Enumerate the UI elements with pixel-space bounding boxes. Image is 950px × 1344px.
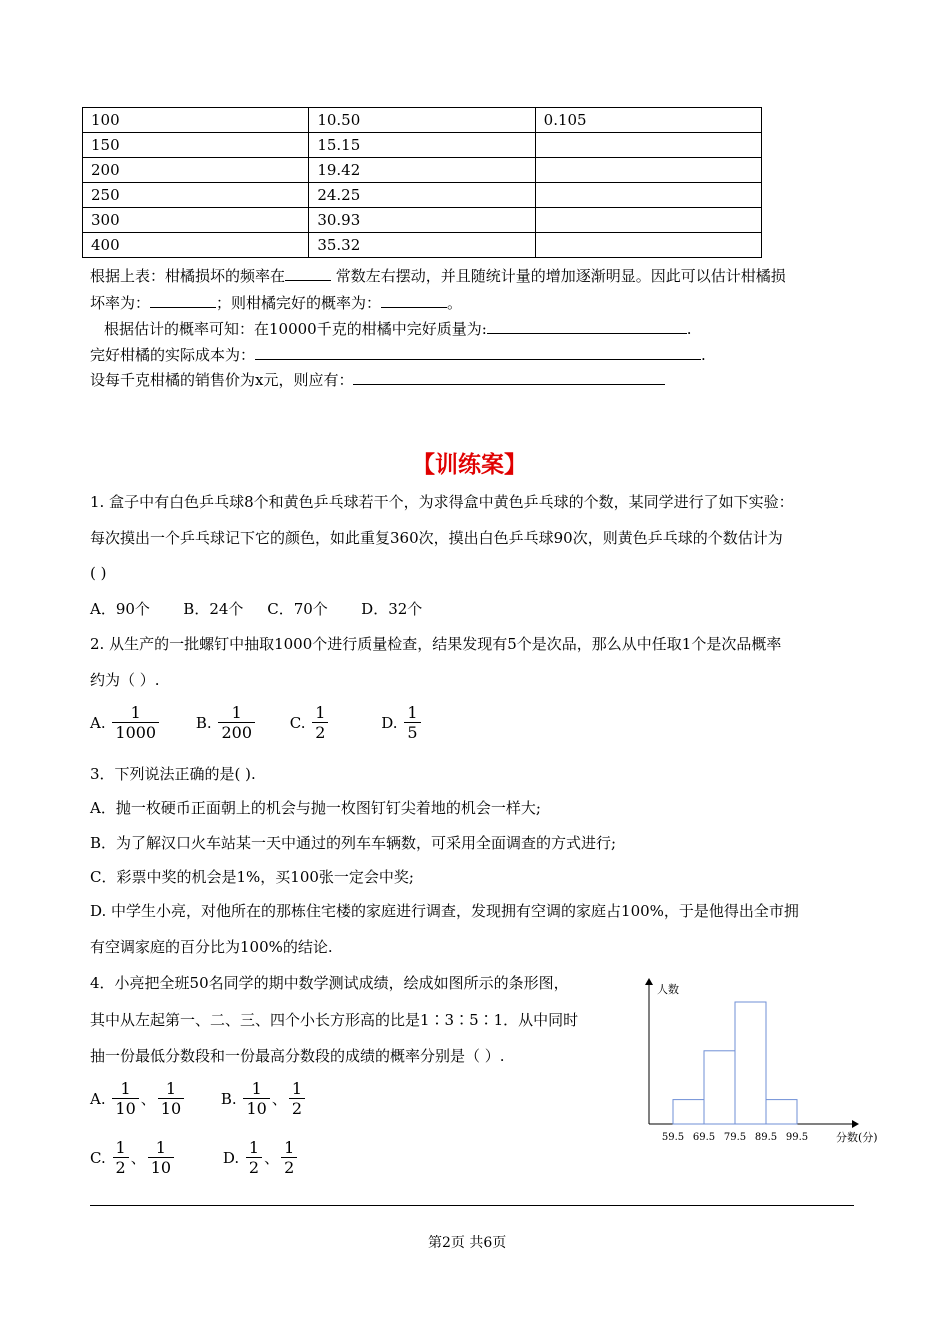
q2-line-1: 2. 从生产的一批螺钉中抽取1000个进行质量检查，结果发现有5个是次品，那么从中任取1个是次品概率 <box>90 635 782 653</box>
table-cell: 35.32 <box>309 233 535 258</box>
table-cell: 10.50 <box>309 108 535 133</box>
table-cell: 150 <box>83 133 309 158</box>
x-tick-label: 89.5 <box>754 1132 778 1143</box>
blank <box>150 293 216 308</box>
q3-option-d-line-1: D. 中学生小亮，对他所在的那栋住宅楼的家庭进行调查，发现拥有空调的家庭占100%，于是他得出全市拥 <box>90 902 799 920</box>
histogram-chart <box>630 975 890 1150</box>
table-cell <box>535 133 761 158</box>
fraction: $\frac{1}{2}$ <box>312 703 328 742</box>
q3-option-b: B．为了解汉口火车站某一天中通过的列车车辆数，可采用全面调查的方式进行; <box>90 834 617 852</box>
q2-options: A. $\frac{1}{1000}$ B. $\frac{1}{200}$ C. $\frac{1}{2}$ D. $\frac{1}{5}$ <box>90 703 423 742</box>
table-cell <box>535 183 761 208</box>
q1-line-2: 每次摸出一个乒乓球记下它的颜色，如此重复360次，摸出白色乒乓球90次，则黄色乒乓球的个数估计为 <box>90 529 783 547</box>
fraction: $\frac{1}{2}$ <box>246 1138 262 1177</box>
q3-option-c: C．彩票中奖的机会是1%，买100张一定会中奖; <box>90 868 414 886</box>
x-axis-label: 分数(分) <box>836 1131 878 1144</box>
q4-line-1: 4．小亮把全班50名同学的期中数学测试成绩，绘成如图所示的条形图， <box>90 974 569 992</box>
blank <box>285 266 331 281</box>
blank <box>381 293 447 308</box>
x-tick-label: 99.5 <box>785 1132 809 1143</box>
para-1: 根据上表：柑橘损坏的频率在 常数左右摆动，并且随统计量的增加逐渐明显。因此可以估计柑橘损 <box>90 267 786 285</box>
table-cell: 250 <box>83 183 309 208</box>
q1-line-1: 1. 盒子中有白色乒乓球8个和黄色乒乓球若干个，为求得盒中黄色乒乓球的个数，某同学进行了如下实验： <box>90 493 794 511</box>
table-cell: 19.42 <box>309 158 535 183</box>
para-3: 根据估计的概率可知：在10000千克的柑橘中完好质量为: . <box>104 320 692 338</box>
para-2: 坏率为： ；则柑橘完好的概率为： 。 <box>90 294 463 312</box>
para-5: 设每千克柑橘的销售价为x元，则应有： <box>90 369 665 390</box>
fraction: $\frac{1}{10}$ <box>243 1079 269 1118</box>
fraction: $\frac{1}{10}$ <box>112 1079 138 1118</box>
data-table <box>82 107 762 258</box>
q2-line-2: 约为（ ）. <box>90 671 160 689</box>
blank <box>353 370 665 385</box>
table-cell: 0.105 <box>535 108 761 133</box>
q1-line-3: ( ) <box>90 564 107 582</box>
table-cell <box>535 233 761 258</box>
y-axis-label: 人数 <box>657 983 679 996</box>
q3-line-1: 3．下列说法正确的是( ). <box>90 765 256 783</box>
blank <box>255 345 701 360</box>
histogram-bar <box>704 1051 735 1124</box>
fraction: $\frac{1}{1000}$ <box>112 703 159 742</box>
fraction: $\frac{1}{2}$ <box>113 1138 129 1177</box>
x-tick-label: 79.5 <box>723 1132 747 1143</box>
section-title: 【训练案】 <box>412 452 527 478</box>
fraction: $\frac{1}{10}$ <box>148 1138 174 1177</box>
table-cell: 200 <box>83 158 309 183</box>
table-row <box>83 158 762 183</box>
q3-option-a: A．抛一枚硬币正面朝上的机会与抛一枚图钉钉尖着地的机会一样大; <box>90 799 541 817</box>
table-row <box>83 233 762 258</box>
blank <box>487 319 687 334</box>
fraction: $\frac{1}{200}$ <box>218 703 255 742</box>
table-row <box>83 183 762 208</box>
table-cell: 300 <box>83 208 309 233</box>
q3-option-d-line-2: 有空调家庭的百分比为100%的结论. <box>90 938 333 956</box>
table-cell: 400 <box>83 233 309 258</box>
q4-line-2: 其中从左起第一、二、三、四个小长方形高的比是1∶3∶5∶1．从中同时 <box>90 1011 579 1029</box>
table-cell: 15.15 <box>309 133 535 158</box>
table-cell: 24.25 <box>309 183 535 208</box>
fraction: $\frac{1}{5}$ <box>404 703 420 742</box>
footer-divider <box>90 1205 854 1206</box>
table-row <box>83 108 762 133</box>
histogram-bar <box>673 1100 704 1124</box>
table-cell: 30.93 <box>309 208 535 233</box>
table-row <box>83 133 762 158</box>
x-tick-label: 69.5 <box>692 1132 716 1143</box>
histogram-bar <box>766 1100 797 1124</box>
para-4: 完好柑橘的实际成本为： . <box>90 346 706 364</box>
table-row <box>83 208 762 233</box>
q4-options-ab: A. $\frac{1}{10}$ 、 $\frac{1}{10}$ B. $\frac{1}{10}$ 、 $\frac{1}{2}$ <box>90 1079 307 1118</box>
table-cell <box>535 158 761 183</box>
histogram-bar <box>735 1002 766 1124</box>
q1-options: A．90个 B．24个 C．70个 D．32个 <box>90 600 423 618</box>
fraction: $\frac{1}{10}$ <box>158 1079 184 1118</box>
q4-line-3: 抽一份最低分数段和一份最高分数段的成绩的概率分别是（ ）. <box>90 1047 505 1065</box>
table-cell: 100 <box>83 108 309 133</box>
table-cell <box>535 208 761 233</box>
q4-options-cd: C. $\frac{1}{2}$ 、 $\frac{1}{10}$ D. $\frac{1}{2}$ 、 $\frac{1}{2}$ <box>90 1138 299 1177</box>
x-tick-label: 59.5 <box>661 1132 685 1143</box>
fraction: $\frac{1}{2}$ <box>289 1079 305 1118</box>
page-number: 第2页 共6页 <box>428 1235 507 1251</box>
fraction: $\frac{1}{2}$ <box>281 1138 297 1177</box>
